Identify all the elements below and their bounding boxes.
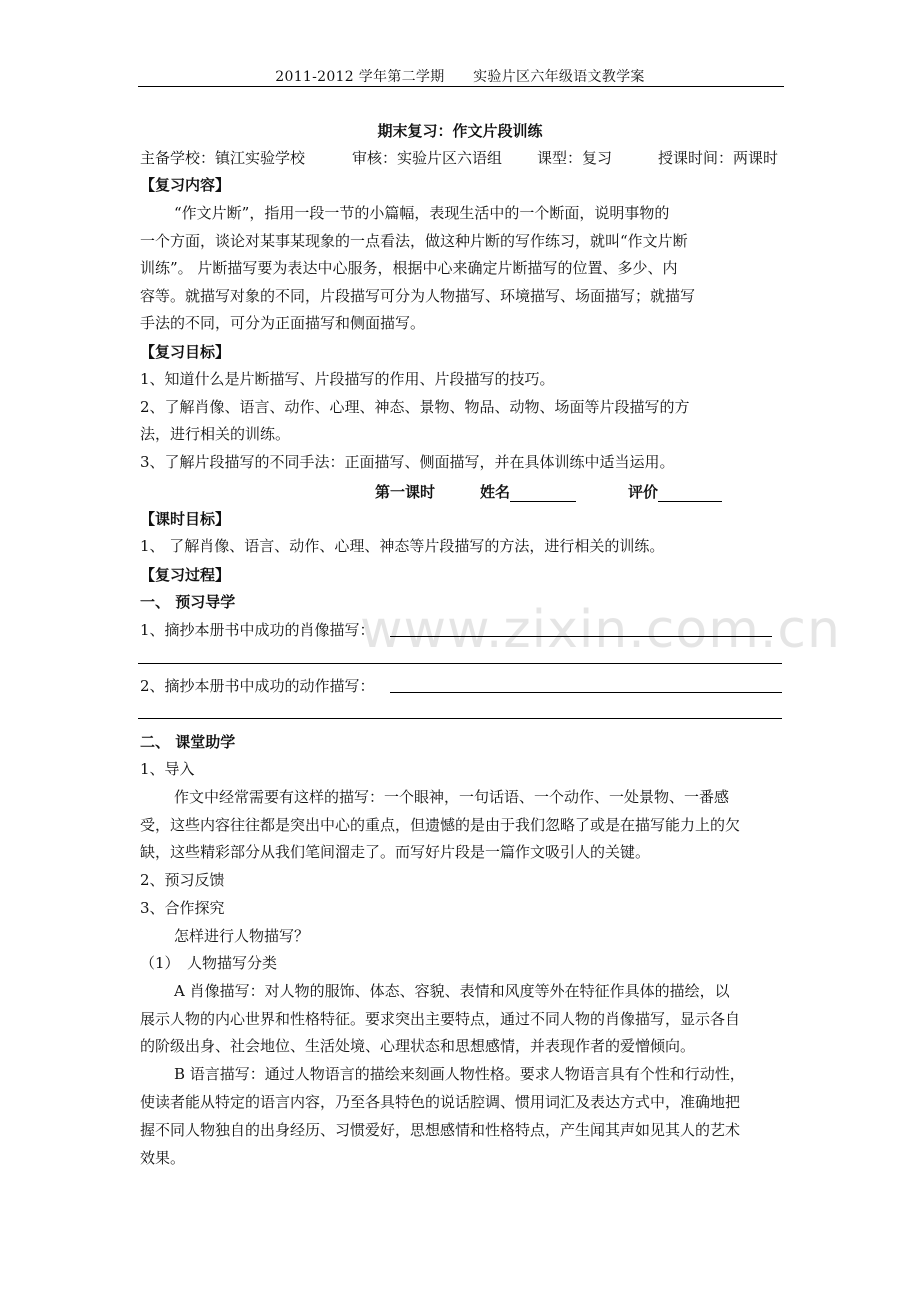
intro-line-1: 作文中经常需要有这样的描写：一个眼神，一句话语、一个动作、一处景物、一番感: [174, 788, 730, 806]
goal-line-2: 2、了解肖像、语言、动作、心理、神态、景物、物品、动物、场面等片段描写的方: [140, 398, 690, 416]
step-explore: 3、合作探究: [140, 899, 225, 917]
answer-line-portrait-2[interactable]: [138, 663, 782, 664]
intro-line-3: 缺，这些精彩部分从我们笔间溜走了。而写好片段是一篇作文吸引人的关键。: [140, 843, 651, 861]
content-line-5: 手法的不同，可分为正面描写和侧面描写。: [140, 314, 426, 332]
heading-review-content: 【复习内容】: [140, 176, 231, 194]
portrait-line-3: 的阶级出身、社会地位、生活处境、心理状态和思想感情，并表现作者的爱憎倾向。: [140, 1037, 696, 1055]
name-field: [480, 481, 576, 502]
step-feedback: 2、预习反馈: [140, 871, 225, 889]
answer-line-action-1[interactable]: [390, 692, 782, 693]
portrait-line-1: A 肖像描写：对人物的服饰、体态、容貌、表情和风度等外在特征作具体的描绘，以: [174, 982, 730, 1000]
info-school: 主备学校：镇江实验学校: [140, 149, 306, 167]
eval-field: [628, 481, 722, 502]
sub-classification: （1） 人物描写分类: [140, 954, 278, 972]
language-line-3: 握不同人物独自的出身经历、习惯爱好，思想感情和性格特点，产生闻其声如见其人的艺术: [140, 1121, 741, 1139]
info-time: 授课时间：两课时: [658, 149, 779, 167]
eval-label: 评价: [628, 483, 659, 501]
content-line-3: 训练”。 片断描写要为表达中心服务，根据中心来确定片断描写的位置、多少、内: [140, 259, 678, 277]
info-review: 审核：实验片区六语组: [352, 149, 503, 167]
step-intro: 1、导入: [140, 760, 195, 778]
answer-line-action-2[interactable]: [138, 718, 782, 719]
eval-blank[interactable]: [658, 485, 722, 502]
lesson-label: 第一课时: [375, 483, 436, 501]
language-line-2: 使读者能从特定的语言内容，乃至各具特色的说话腔调、惯用词汇及表达方式中，准确地把: [140, 1093, 741, 1111]
heading-review-goals: 【复习目标】: [140, 343, 231, 361]
goal-line-3: 法，进行相关的训练。: [140, 425, 291, 443]
part-classroom: 二、 课堂助学: [140, 733, 236, 751]
page-header: 2011-2012 学年第二学期 实验片区六年级语文教学案: [275, 69, 645, 85]
part-preview: 一、 预习导学: [140, 593, 236, 611]
document-title: 期末复习：作文片段训练: [377, 122, 543, 140]
lesson-goal-line: 1、 了解肖像、语言、动作、心理、神态等片段描写的方法，进行相关的训练。: [140, 537, 665, 555]
goal-line-1: 1、知道什么是片断描写、片段描写的作用、片段描写的技巧。: [140, 370, 555, 388]
language-line-1: B 语言描写：通过人物语言的描绘来刻画人物性格。要求人物语言具有个性和行动性，: [174, 1065, 745, 1083]
content-line-4: 容等。就描写对象的不同，片段描写可分为人物描写、环境描写、场面描写；就描写: [140, 287, 696, 305]
watermark: www.zixin.com.cn: [360, 600, 841, 660]
language-line-4: 效果。: [140, 1149, 186, 1167]
intro-line-2: 受，这些内容往往都是突出中心的重点，但遗憾的是由于我们忽略了或是在描写能力上的欠: [140, 816, 741, 834]
answer-line-portrait-1[interactable]: [390, 636, 772, 637]
question-portrait: 1、摘抄本册书中成功的肖像描写：: [140, 621, 375, 639]
heading-review-process: 【复习过程】: [140, 566, 231, 584]
portrait-line-2: 展示人物的内心世界和性格特征。要求突出主要特点，通过不同人物的肖像描写，显示各自: [140, 1010, 741, 1028]
header-rule: [138, 86, 784, 87]
goal-line-4: 3、了解片段描写的不同手法：正面描写、侧面描写，并在具体训练中适当运用。: [140, 453, 675, 471]
explore-question: 怎样进行人物描写？: [174, 927, 310, 945]
name-blank[interactable]: [510, 485, 576, 502]
name-label: 姓名: [480, 483, 511, 501]
content-line-1: “作文片断”，指用一段一节的小篇幅，表现生活中的一个断面，说明事物的: [174, 204, 670, 222]
info-type: 课型：复习: [537, 149, 613, 167]
heading-lesson-goals: 【课时目标】: [140, 510, 231, 528]
content-line-2: 一个方面，谈论对某事某现象的一点看法，做这种片断的写作练习，就叫“作文片断: [140, 232, 688, 250]
question-action: 2、摘抄本册书中成功的动作描写：: [140, 677, 375, 695]
